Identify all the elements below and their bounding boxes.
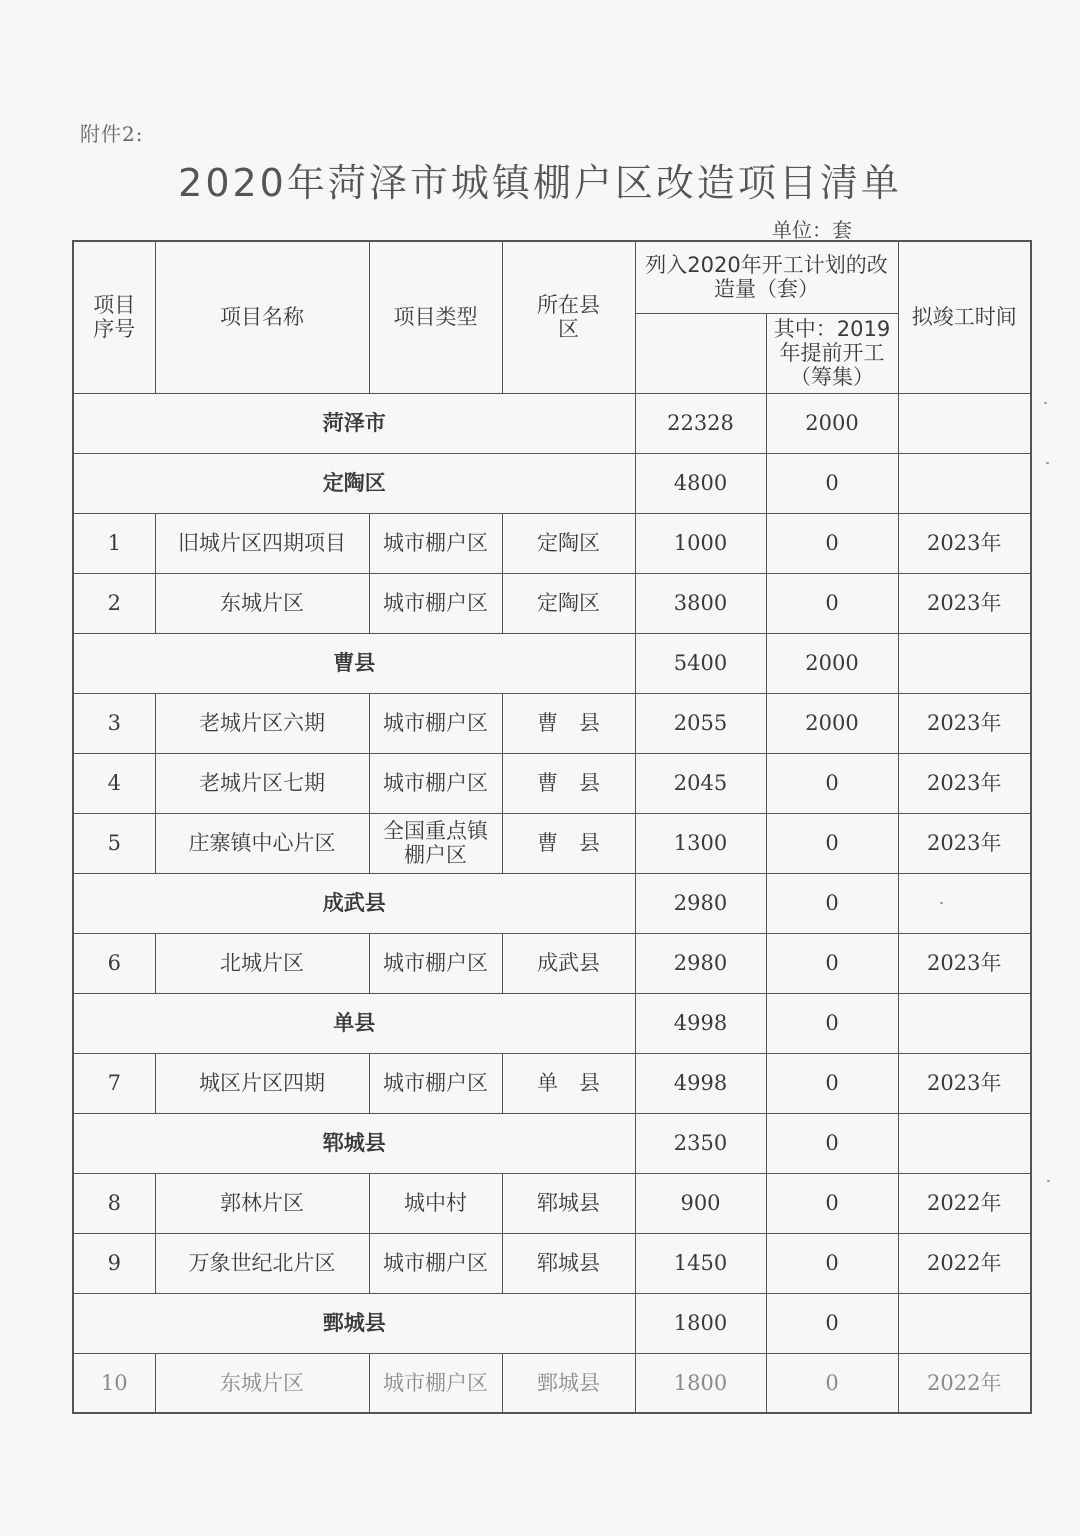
project-type: 城市棚户区 [369,573,502,633]
project-county: 郓城县 [502,1173,635,1233]
header-row-1 [73,241,1031,313]
project-completion: 2023年 [898,513,1031,573]
project-name: 东城片区 [155,573,369,633]
attachment-label: 附件2: [80,122,144,146]
project-planned: 4998 [635,1053,766,1113]
header-planned: 列入2020年开工计划的改造量（套） [635,241,898,313]
header-spacer [635,313,766,393]
project-seq: 6 [73,933,155,993]
project-planned: 900 [635,1173,766,1233]
group-early: 0 [766,873,898,933]
group-planned: 1800 [635,1293,766,1353]
header-type: 项目类型 [369,241,502,393]
project-county: 单 县 [502,1053,635,1113]
project-completion: 2023年 [898,753,1031,813]
project-county: 曹 县 [502,693,635,753]
group-early: 0 [766,1293,898,1353]
group-planned: 4998 [635,993,766,1053]
project-county: 定陶区 [502,513,635,573]
project-planned: 2045 [635,753,766,813]
total-row [73,393,1031,453]
project-county: 成武县 [502,933,635,993]
project-row [73,1173,1031,1233]
project-county: 鄄城县 [502,1353,635,1413]
group-planned: 2980 [635,873,766,933]
project-completion: 2023年 [898,933,1031,993]
group-row [73,993,1031,1053]
project-type: 城市棚户区 [369,1233,502,1293]
project-table [72,240,1032,1414]
project-seq: 2 [73,573,155,633]
group-completion [898,873,1031,933]
project-row [73,1353,1031,1413]
project-planned: 1000 [635,513,766,573]
group-row [73,453,1031,513]
total-name: 菏泽市 [73,393,635,453]
group-completion [898,1113,1031,1173]
project-early: 0 [766,1353,898,1413]
project-county: 曹 县 [502,753,635,813]
project-seq: 8 [73,1173,155,1233]
project-early: 0 [766,1053,898,1113]
project-county: 郓城县 [502,1233,635,1293]
project-completion: 2022年 [898,1353,1031,1413]
project-row [73,813,1031,873]
group-planned: 4800 [635,453,766,513]
header-seq: 项目序号 [73,241,155,393]
project-early: 0 [766,753,898,813]
group-name: 成武县 [73,873,635,933]
project-type: 城市棚户区 [369,1353,502,1413]
project-name: 东城片区 [155,1353,369,1413]
project-type: 城市棚户区 [369,693,502,753]
project-row [73,1053,1031,1113]
header-name: 项目名称 [155,241,369,393]
project-early: 0 [766,573,898,633]
project-name: 庄寨镇中心片区 [155,813,369,873]
header-early: 其中：2019年提前开工（筹集） [766,313,898,393]
scan-speck [1046,462,1049,464]
total-early: 2000 [766,393,898,453]
group-early: 0 [766,993,898,1053]
project-type: 城市棚户区 [369,513,502,573]
project-completion: 2022年 [898,1233,1031,1293]
project-name: 北城片区 [155,933,369,993]
group-name: 郓城县 [73,1113,635,1173]
group-name: 单县 [73,993,635,1053]
group-early: 2000 [766,633,898,693]
project-name: 老城片区六期 [155,693,369,753]
group-name: 鄄城县 [73,1293,635,1353]
project-county: 定陶区 [502,573,635,633]
group-early: 0 [766,453,898,513]
project-early: 2000 [766,693,898,753]
project-early: 0 [766,1173,898,1233]
project-name: 旧城片区四期项目 [155,513,369,573]
scan-speck [1044,402,1047,404]
project-planned: 2980 [635,933,766,993]
project-seq: 3 [73,693,155,753]
group-planned: 5400 [635,633,766,693]
project-type: 城中村 [369,1173,502,1233]
project-seq: 5 [73,813,155,873]
scan-speck [940,902,943,904]
project-completion: 2023年 [898,693,1031,753]
project-planned: 2055 [635,693,766,753]
project-type: 全国重点镇棚户区 [369,813,502,873]
group-early: 0 [766,1113,898,1173]
group-row [73,1293,1031,1353]
project-seq: 4 [73,753,155,813]
project-early: 0 [766,933,898,993]
project-completion: 2023年 [898,573,1031,633]
project-early: 0 [766,513,898,573]
project-completion: 2023年 [898,1053,1031,1113]
project-row [73,933,1031,993]
group-completion [898,633,1031,693]
project-planned: 1800 [635,1353,766,1413]
total-completion [898,393,1031,453]
project-name: 万象世纪北片区 [155,1233,369,1293]
group-row [73,1113,1031,1173]
project-row [73,753,1031,813]
group-row [73,873,1031,933]
group-row [73,633,1031,693]
project-row [73,1233,1031,1293]
group-name: 定陶区 [73,453,635,513]
project-planned: 1450 [635,1233,766,1293]
header-county: 所在县区 [502,241,635,393]
project-type: 城市棚户区 [369,933,502,993]
project-seq: 10 [73,1353,155,1413]
project-type: 城市棚户区 [369,753,502,813]
project-completion: 2022年 [898,1173,1031,1233]
project-early: 0 [766,813,898,873]
project-planned: 1300 [635,813,766,873]
total-planned: 22328 [635,393,766,453]
project-completion: 2023年 [898,813,1031,873]
group-completion [898,453,1031,513]
project-county: 曹 县 [502,813,635,873]
project-row [73,513,1031,573]
project-type: 城市棚户区 [369,1053,502,1113]
project-name: 老城片区七期 [155,753,369,813]
group-completion [898,993,1031,1053]
page-title: 2020年菏泽市城镇棚户区改造项目清单 [178,161,902,205]
project-name: 城区片区四期 [155,1053,369,1113]
project-row [73,693,1031,753]
group-completion [898,1293,1031,1353]
project-early: 0 [766,1233,898,1293]
project-name: 郭林片区 [155,1173,369,1233]
header-completion: 拟竣工时间 [898,241,1031,393]
project-seq: 9 [73,1233,155,1293]
scan-speck [1047,1180,1050,1182]
group-planned: 2350 [635,1113,766,1173]
project-seq: 1 [73,513,155,573]
unit-label: 单位：套 [772,218,852,242]
project-planned: 3800 [635,573,766,633]
project-row [73,573,1031,633]
group-name: 曹县 [73,633,635,693]
project-seq: 7 [73,1053,155,1113]
